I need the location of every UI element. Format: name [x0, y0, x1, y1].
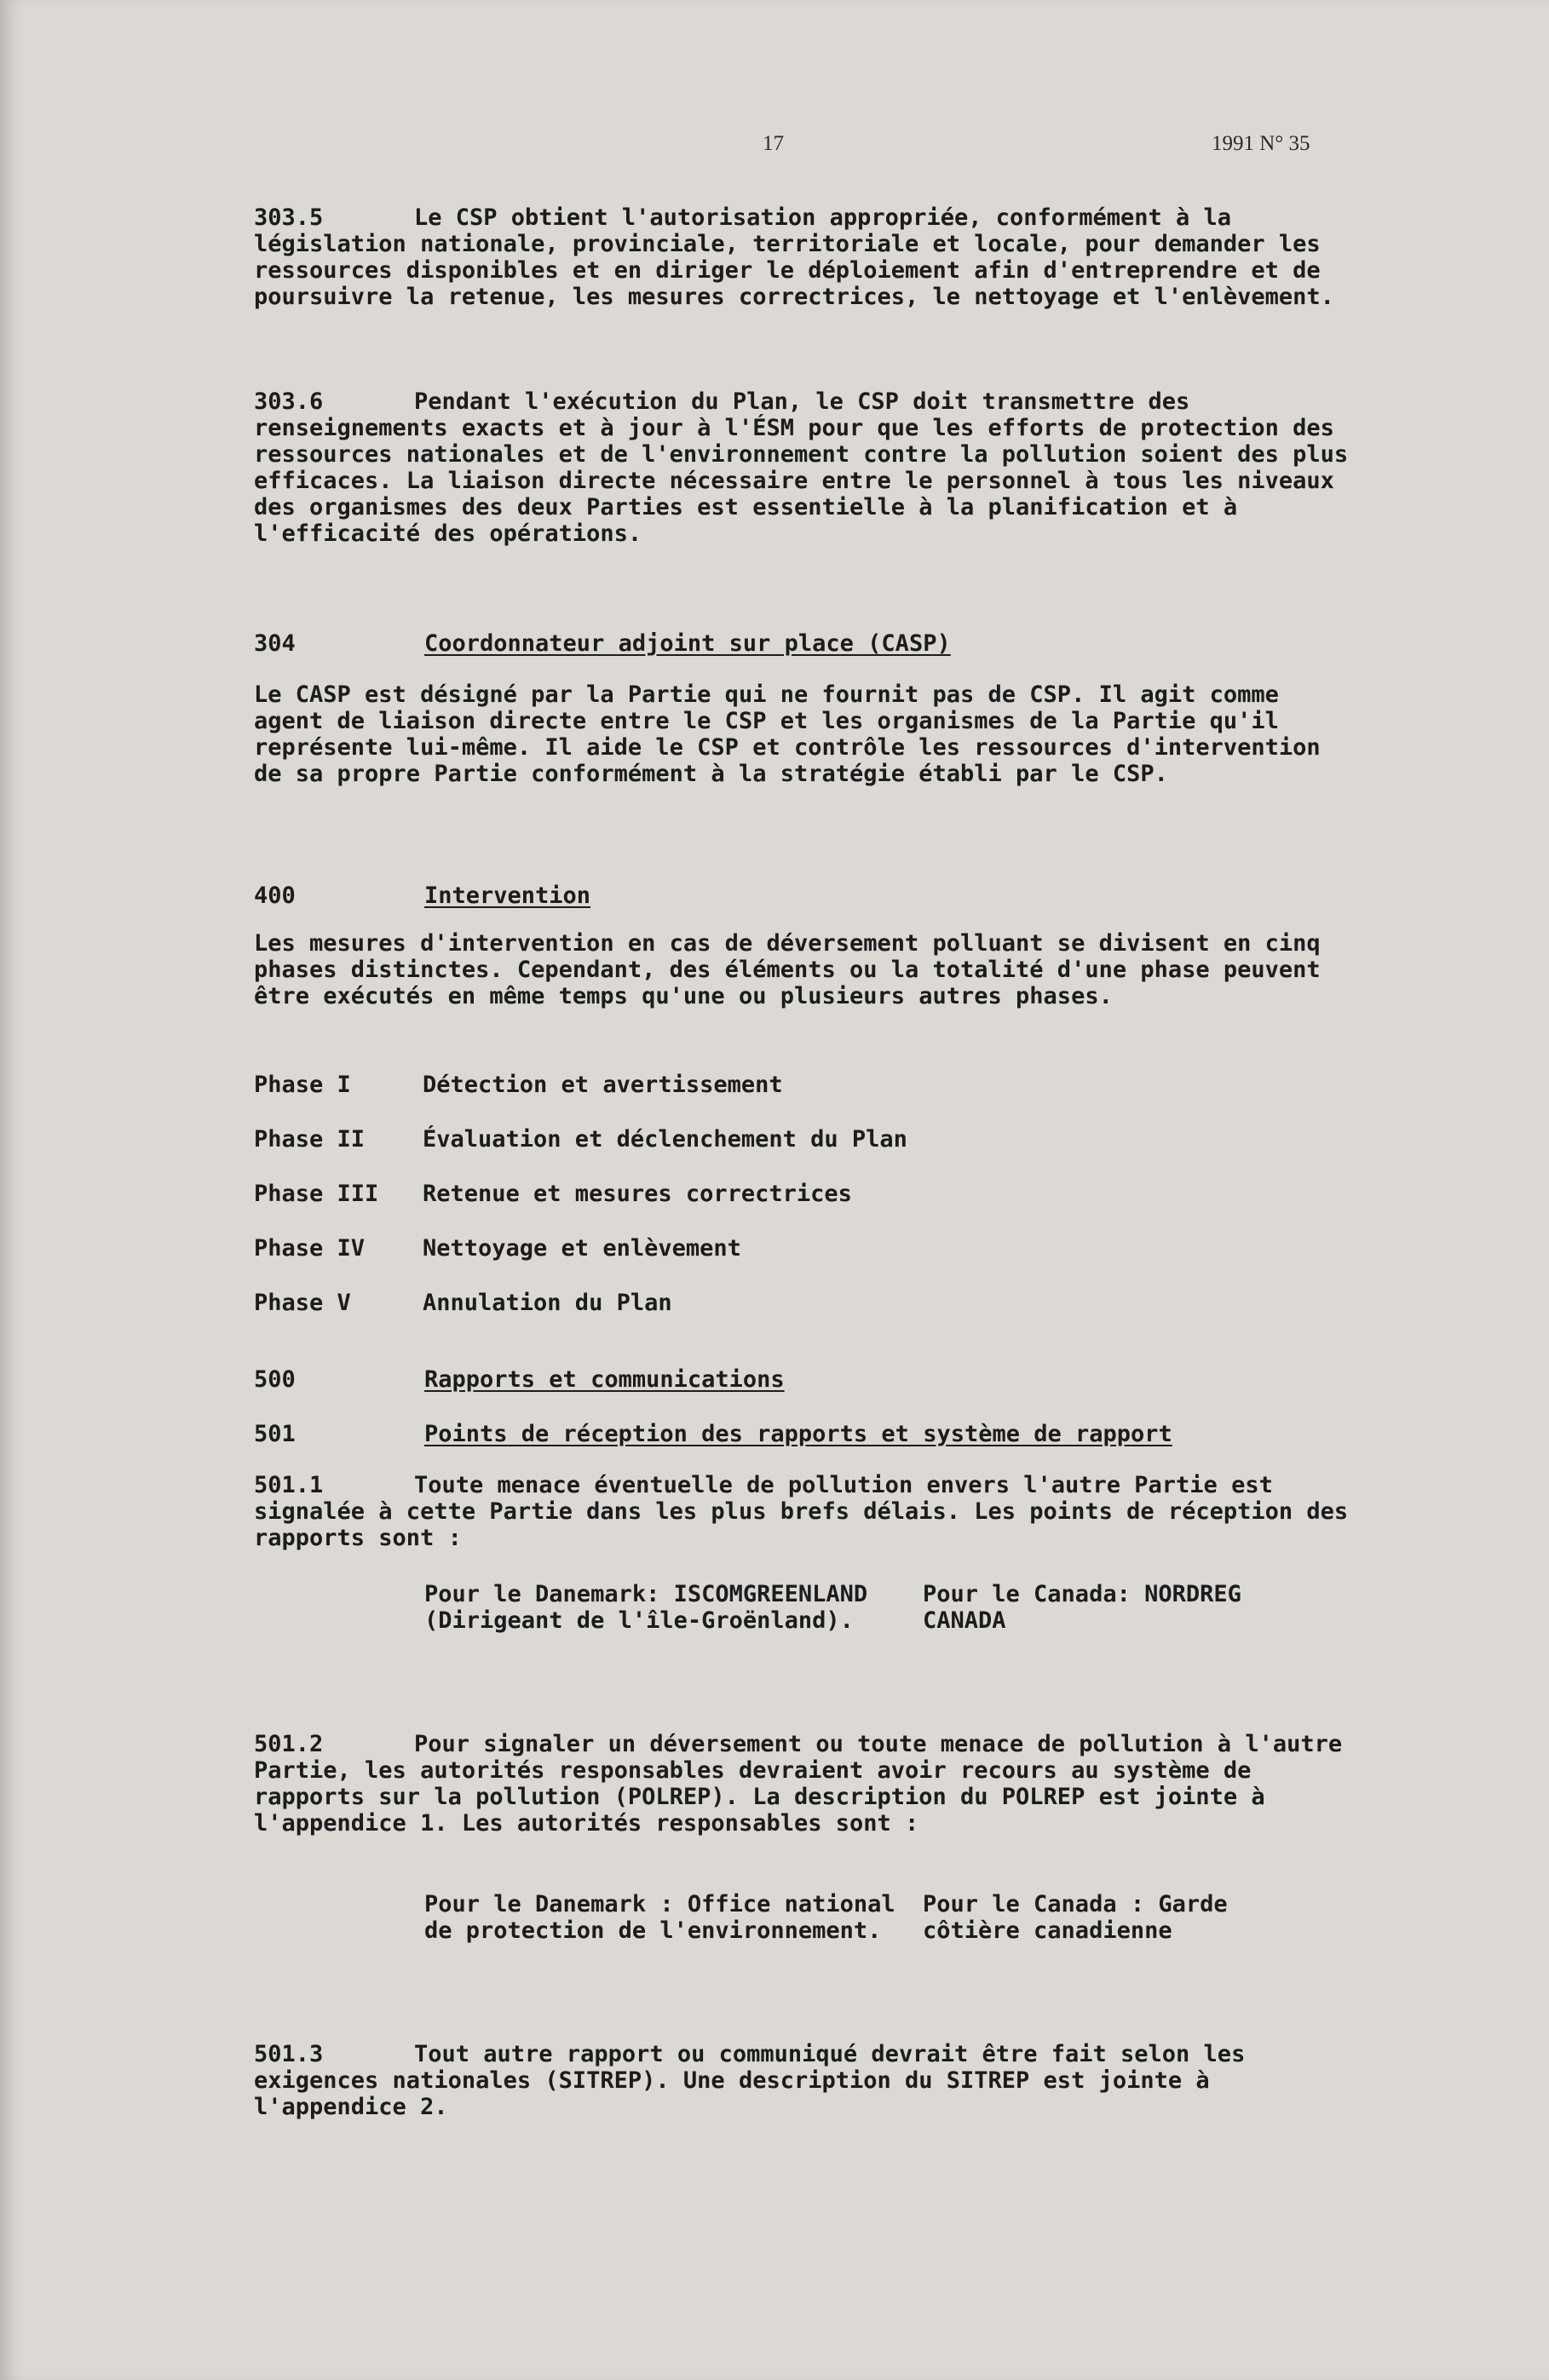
- paragraph-text: Les mesures d'intervention en cas de déversement polluant se divisent en cinq phases distinctes. Cependant, des éléments ou la totalité d'une phase peuvent être exécutés en même temps qu'une ou plusieurs autres phases.: [254, 930, 1321, 1009]
- paragraph: [254, 2041, 1353, 2120]
- canada-authority: Pour le Canada : Garde côtière canadienne: [923, 1891, 1228, 1944]
- phase-row: [254, 1072, 1353, 1098]
- phase-text: Annulation du Plan: [423, 1290, 672, 1316]
- section-title: Intervention: [424, 882, 591, 909]
- paragraph-text: Toute menace éventuelle de pollution envers l'autre Partie est signalée à cette Partie dans les plus brefs délais. Les points de réception des rapports sont :: [254, 1472, 1349, 1551]
- paragraph: [254, 388, 1353, 547]
- paragraph: [254, 1731, 1353, 1837]
- phase-text: Retenue et mesures correctrices: [423, 1181, 852, 1207]
- section-501-3: [254, 2041, 1353, 2120]
- paragraph-text: Le CASP est désigné par la Partie qui ne fournit pas de CSP. Il agit comme agent de liaison directe entre le CSP et les organismes de la Partie qu'il représente lui-même. Il aide le CSP et contrôle les ressources d'intervention de sa propre Partie conformément à la stratégie établi par le CSP.: [254, 681, 1321, 787]
- document-reference: 1991 N° 35: [1212, 132, 1310, 155]
- section-title: Rapports et communications: [424, 1366, 785, 1393]
- paragraph-text: Tout autre rapport ou communiqué devrait être fait selon les exigences nationales (SITREP). Une description du SITREP est jointe à l'appendice 2.: [254, 2041, 1246, 2120]
- denmark-authority: Pour le Danemark : Office national de protection de l'environnement.: [424, 1891, 895, 1944]
- report-points: [254, 1581, 1353, 1634]
- section-501-1: [254, 1472, 1353, 1551]
- phase-text: Évaluation et déclenchement du Plan: [423, 1126, 907, 1153]
- section-500-heading: [254, 1366, 1353, 1393]
- section-400-body: [254, 930, 1353, 1009]
- phase-row: [254, 1181, 1353, 1207]
- section-number: 501: [254, 1421, 296, 1447]
- authorities-columns: [254, 1891, 1353, 1944]
- paragraph: [254, 204, 1353, 310]
- phase-label: Phase IV: [254, 1235, 366, 1262]
- section-number: 304: [254, 630, 296, 657]
- section-303-5: [254, 204, 1353, 310]
- section-number: 501.1: [254, 1472, 324, 1498]
- section-304-heading: [254, 630, 1353, 657]
- section-title: Points de réception des rapports et système de rapport: [424, 1421, 1172, 1447]
- section-number: 501.3: [254, 2041, 324, 2067]
- section-501-heading: [254, 1421, 1353, 1447]
- phase-label: Phase II: [254, 1126, 366, 1153]
- section-400-heading: [254, 882, 1353, 909]
- phase-row: [254, 1290, 1353, 1316]
- phase-row: [254, 1235, 1353, 1262]
- section-501-2: [254, 1731, 1353, 1837]
- section-number: 303.6: [254, 388, 324, 415]
- section-number: 500: [254, 1366, 296, 1393]
- phase-label: Phase III: [254, 1181, 379, 1207]
- section-number: 400: [254, 882, 296, 909]
- phase-text: Détection et avertissement: [423, 1072, 783, 1098]
- section-number: 303.5: [254, 204, 324, 231]
- paragraph-text: Pendant l'exécution du Plan, le CSP doit transmettre des renseignements exacts et à jour à l'ÉSM pour que les efforts de protection des ressources nationales et de l'environnement contre la pollution soient des plus efficaces. La liaison directe nécessaire entre le personnel à tous les niveaux des organismes des deux Parties est essentielle à la planification et à l'efficacité des opérations.: [254, 388, 1349, 547]
- responsible-authorities: [254, 1891, 1353, 1944]
- section-303-6: [254, 388, 1353, 547]
- phase-text: Nettoyage et enlèvement: [423, 1235, 741, 1262]
- page-number: 17: [763, 132, 784, 155]
- section-number: 501.2: [254, 1731, 324, 1757]
- section-title: Coordonnateur adjoint sur place (CASP): [424, 630, 951, 657]
- denmark-contact: Pour le Danemark: ISCOMGREENLAND (Dirigeant de l'île-Groënland).: [424, 1581, 868, 1634]
- phase-list: [254, 1072, 1353, 1316]
- phase-label: Phase V: [254, 1290, 351, 1316]
- report-points-columns: [254, 1581, 1353, 1634]
- paragraph: [254, 1472, 1353, 1551]
- paragraph-text: Le CSP obtient l'autorisation appropriée, conformément à la législation nationale, provinciale, territoriale et locale, pour demander les ressources disponibles et en diriger le déploiement afin d'entreprendre et de poursuivre la retenue, les mesures correctrices, le nettoyage et l'enlèvement.: [254, 204, 1334, 310]
- canada-contact: Pour le Canada: NORDREG CANADA: [923, 1581, 1241, 1634]
- phase-label: Phase I: [254, 1072, 351, 1098]
- phase-row: [254, 1126, 1353, 1153]
- section-304-body: [254, 681, 1353, 787]
- paragraph-text: Pour signaler un déversement ou toute menace de pollution à l'autre Partie, les autorités responsables devraient avoir recours au système de rapports sur la pollution (POLREP). La description du POLREP est jointe à l'appendice 1. Les autorités responsables sont :: [254, 1731, 1343, 1837]
